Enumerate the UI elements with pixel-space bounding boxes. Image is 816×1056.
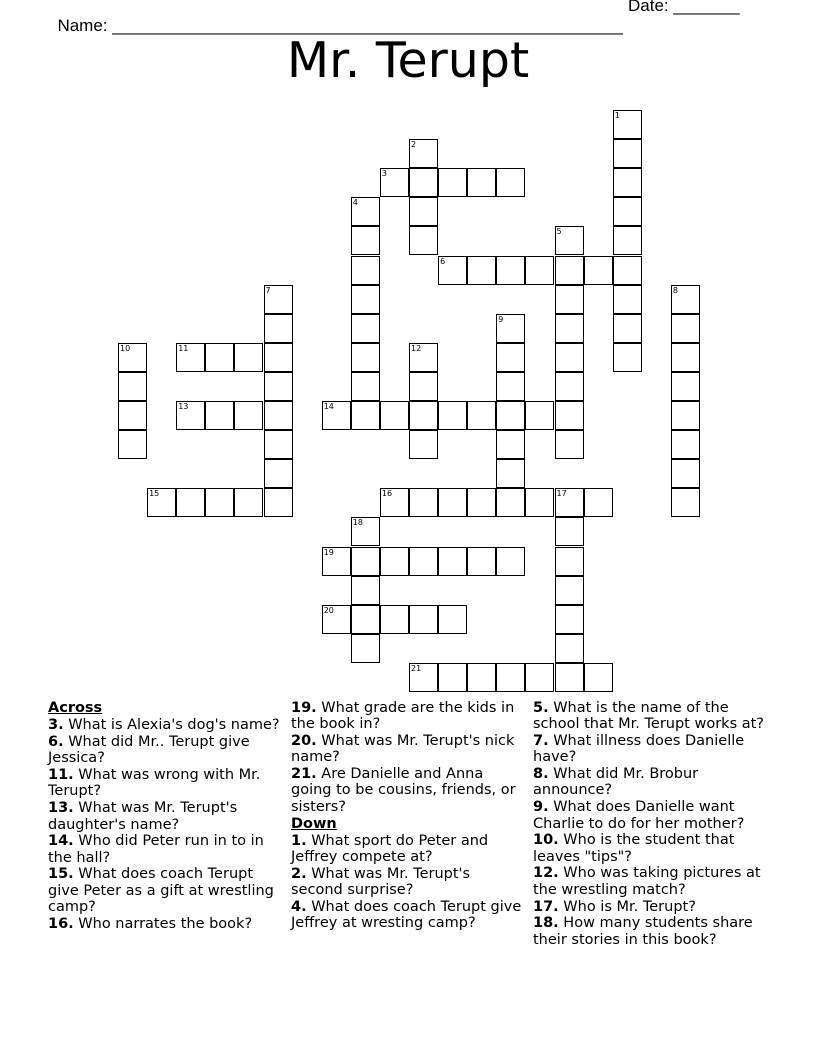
- clue-column-3: [533, 700, 765, 948]
- grid-cell[interactable]: [264, 343, 293, 372]
- grid-cell[interactable]: [555, 256, 584, 285]
- grid-cell[interactable]: [380, 547, 409, 576]
- grid-cell[interactable]: [555, 517, 584, 546]
- grid-cell[interactable]: [409, 372, 438, 401]
- clue-number: 8: [672, 285, 678, 295]
- grid-cell[interactable]: [380, 488, 409, 517]
- clue-item: 21. Are Danielle and Anna going to be cousins, friends, or sisters?: [291, 766, 516, 815]
- grid-cell[interactable]: [525, 663, 554, 692]
- grid-cell[interactable]: [438, 256, 467, 285]
- grid-cell[interactable]: [555, 547, 584, 576]
- clue-item: 8. What did Mr. Brobur announce?: [533, 766, 699, 799]
- grid-cell[interactable]: [555, 488, 584, 517]
- clue-number: 1: [614, 111, 620, 120]
- grid-cell[interactable]: [205, 401, 234, 430]
- grid-cell[interactable]: [496, 256, 525, 285]
- grid-cell[interactable]: [351, 343, 380, 372]
- grid-cell[interactable]: [176, 488, 205, 517]
- clue-item: 10. Who is the student that leaves "tips"?: [533, 832, 735, 865]
- grid-cell[interactable]: [613, 139, 642, 168]
- down-heading: Down: [291, 815, 337, 832]
- grid-cell[interactable]: [176, 343, 205, 372]
- grid-cell[interactable]: [555, 343, 584, 372]
- grid-cell[interactable]: [438, 605, 467, 634]
- page-title: Mr. Terupt: [286, 32, 530, 89]
- clue-item: 5. What is the name of the school that Mr. Terupt works at?: [533, 700, 764, 733]
- grid-cell[interactable]: [351, 256, 380, 285]
- grid-cell[interactable]: [118, 343, 147, 372]
- grid-cell[interactable]: [496, 343, 525, 372]
- clue-number: 17: [556, 489, 567, 499]
- grid-cell[interactable]: [613, 197, 642, 226]
- grid-cell[interactable]: [351, 401, 380, 430]
- clue-item: 4. What does coach Terupt give Jeffrey at wresting camp?: [291, 899, 522, 932]
- grid-cell[interactable]: [264, 401, 293, 430]
- grid-cell[interactable]: [613, 168, 642, 197]
- grid-cell[interactable]: [264, 372, 293, 401]
- grid-cell[interactable]: [584, 663, 613, 692]
- grid-cell[interactable]: [496, 663, 525, 692]
- grid-cell[interactable]: [613, 256, 642, 285]
- clue-item: 11. What was wrong with Mr. Terupt?: [48, 767, 261, 800]
- grid-cell[interactable]: [613, 314, 642, 343]
- grid-cell[interactable]: [351, 226, 380, 255]
- clue-number: 18: [352, 518, 363, 528]
- grid-cell[interactable]: [496, 314, 525, 343]
- grid-cell[interactable]: [264, 488, 293, 517]
- clue-item: 7. What illness does Danielle have?: [533, 733, 745, 766]
- grid-cell[interactable]: [555, 285, 584, 314]
- clue-number: 4: [352, 198, 358, 208]
- grid-cell[interactable]: [205, 343, 234, 372]
- grid-cell[interactable]: [467, 663, 496, 692]
- grid-cell[interactable]: [438, 547, 467, 576]
- grid-cell[interactable]: [467, 256, 496, 285]
- clue-column-1: [48, 700, 280, 933]
- grid-cell[interactable]: [147, 488, 176, 517]
- grid-cell[interactable]: [671, 285, 700, 314]
- grid-cell[interactable]: [380, 605, 409, 634]
- grid-cell[interactable]: [264, 314, 293, 343]
- grid-cell[interactable]: [525, 401, 554, 430]
- grid-cell[interactable]: [467, 547, 496, 576]
- grid-cell[interactable]: [351, 285, 380, 314]
- grid-cell[interactable]: [205, 488, 234, 517]
- grid-cell[interactable]: [409, 139, 438, 168]
- grid-cell[interactable]: [409, 401, 438, 430]
- clue-number: 10: [120, 343, 131, 353]
- clue-item: 2. What was Mr. Terupt's second surprise?: [291, 865, 471, 899]
- grid-cell[interactable]: [467, 168, 496, 197]
- clue-item: 20. What was Mr. Terupt's nick name?: [291, 733, 515, 766]
- date-field[interactable]: Date: _______: [628, 0, 740, 15]
- clue-number: 20: [323, 605, 334, 615]
- grid-cell[interactable]: [264, 285, 293, 314]
- grid-cell[interactable]: [351, 576, 380, 605]
- grid-cell[interactable]: [613, 343, 642, 372]
- grid-cell[interactable]: [322, 605, 351, 634]
- grid-cell[interactable]: [409, 430, 438, 459]
- grid-cell[interactable]: [351, 314, 380, 343]
- grid-cell[interactable]: [409, 197, 438, 226]
- clue-item: 6. What did Mr.. Terupt give Jessica?: [48, 734, 250, 767]
- grid-cell[interactable]: [525, 256, 554, 285]
- clue-number: 21: [411, 663, 422, 673]
- grid-cell[interactable]: [467, 488, 496, 517]
- clue-number: 16: [381, 489, 393, 499]
- grid-cell[interactable]: [409, 488, 438, 517]
- grid-cell[interactable]: [409, 168, 438, 197]
- clue-number: 14: [323, 402, 334, 411]
- grid-cell[interactable]: [613, 285, 642, 314]
- name-field[interactable]: Name: ______________________________________________________: [57, 16, 623, 35]
- clue-number: 6: [440, 256, 446, 266]
- clue-item: 18. How many students share their stories in this book?: [533, 915, 753, 948]
- clue-item: 3. What is Alexia's dog's name?: [48, 717, 280, 734]
- grid-cell[interactable]: [264, 459, 293, 488]
- grid-cell[interactable]: [584, 256, 613, 285]
- grid-cell[interactable]: [438, 663, 467, 692]
- grid-cell[interactable]: [555, 605, 584, 634]
- grid-cell[interactable]: [496, 168, 525, 197]
- grid-cell[interactable]: [496, 459, 525, 488]
- grid-cell[interactable]: [234, 343, 263, 372]
- grid-cell[interactable]: [671, 401, 700, 430]
- grid-cell[interactable]: [671, 459, 700, 488]
- grid-cell[interactable]: [671, 430, 700, 459]
- grid-cell[interactable]: [409, 343, 438, 372]
- grid-cell[interactable]: [264, 430, 293, 459]
- clue-item: 17. Who is Mr. Terupt?: [533, 898, 696, 915]
- clue-item: 14. Who did Peter run in to in the hall?: [48, 833, 264, 866]
- clue-number: 11: [178, 343, 189, 353]
- grid-cell[interactable]: [438, 401, 467, 430]
- grid-cell[interactable]: [351, 517, 380, 546]
- grid-cell[interactable]: [525, 488, 554, 517]
- grid-cell[interactable]: [671, 488, 700, 517]
- clue-number: 9: [498, 314, 504, 324]
- clue-column-2: [291, 700, 523, 932]
- grid-cell[interactable]: [380, 168, 409, 197]
- clue-number: 2: [411, 140, 417, 150]
- grid-cell[interactable]: [351, 605, 380, 634]
- grid-cell[interactable]: [496, 547, 525, 576]
- grid-cell[interactable]: [438, 488, 467, 517]
- grid-cell[interactable]: [176, 401, 205, 430]
- grid-cell[interactable]: [555, 314, 584, 343]
- clue-item: 19. What grade are the kids in the book in?: [291, 700, 515, 733]
- grid-cell[interactable]: [322, 401, 351, 430]
- grid-cell[interactable]: [380, 401, 409, 430]
- clue-number: 13: [178, 402, 189, 411]
- clue-number: 7: [265, 285, 271, 295]
- grid-cell[interactable]: [118, 401, 147, 430]
- clue-number: 3: [381, 169, 387, 179]
- grid-cell[interactable]: [555, 576, 584, 605]
- clue-number: 12: [411, 343, 422, 353]
- grid-cell[interactable]: [671, 314, 700, 343]
- grid-cell[interactable]: [496, 372, 525, 401]
- clue-item: 9. What does Danielle want Charlie to do for her mother?: [533, 799, 745, 832]
- grid-cell[interactable]: [613, 110, 642, 139]
- clue-item: 16. Who narrates the book?: [48, 915, 253, 932]
- clue-item: 15. What does coach Terupt give Peter as a gift at wrestling camp?: [48, 866, 274, 916]
- clue-item: 13. What was Mr. Terupt's daughter's name?: [48, 800, 238, 833]
- grid-cell[interactable]: [322, 547, 351, 576]
- grid-cell[interactable]: [496, 430, 525, 459]
- grid-cell[interactable]: [118, 430, 147, 459]
- grid-cell[interactable]: [555, 226, 584, 255]
- across-heading: Across: [48, 700, 103, 716]
- grid-cell[interactable]: [467, 401, 496, 430]
- grid-cell[interactable]: [234, 401, 263, 430]
- grid-cell[interactable]: [584, 488, 613, 517]
- clue-number: 15: [149, 489, 160, 499]
- grid-cell[interactable]: [555, 430, 584, 459]
- grid-cell[interactable]: [351, 197, 380, 226]
- grid-cell[interactable]: [496, 401, 525, 430]
- grid-cell[interactable]: [351, 547, 380, 576]
- grid-cell[interactable]: [496, 488, 525, 517]
- grid-cell[interactable]: [351, 634, 380, 663]
- grid-cell[interactable]: [234, 488, 263, 517]
- grid-cell[interactable]: [555, 372, 584, 401]
- clue-item: 1. What sport do Peter and Jeffrey compete at?: [291, 832, 489, 866]
- grid-cell[interactable]: [351, 372, 380, 401]
- clue-number: 19: [323, 547, 334, 557]
- grid-cell[interactable]: [671, 372, 700, 401]
- grid-cell[interactable]: [438, 168, 467, 197]
- grid-cell[interactable]: [555, 634, 584, 663]
- grid-cell[interactable]: [555, 401, 584, 430]
- clue-item: 12. Who was taking pictures at the wrestling match?: [533, 865, 761, 898]
- grid-cell[interactable]: [409, 226, 438, 255]
- grid-cell[interactable]: [555, 663, 584, 692]
- clue-number: 5: [556, 227, 562, 237]
- grid-cell[interactable]: [409, 663, 438, 692]
- grid-cell[interactable]: [118, 372, 147, 401]
- grid-cell[interactable]: [409, 605, 438, 634]
- grid-cell[interactable]: [613, 226, 642, 255]
- grid-cell[interactable]: [409, 547, 438, 576]
- grid-cell[interactable]: [671, 343, 700, 372]
